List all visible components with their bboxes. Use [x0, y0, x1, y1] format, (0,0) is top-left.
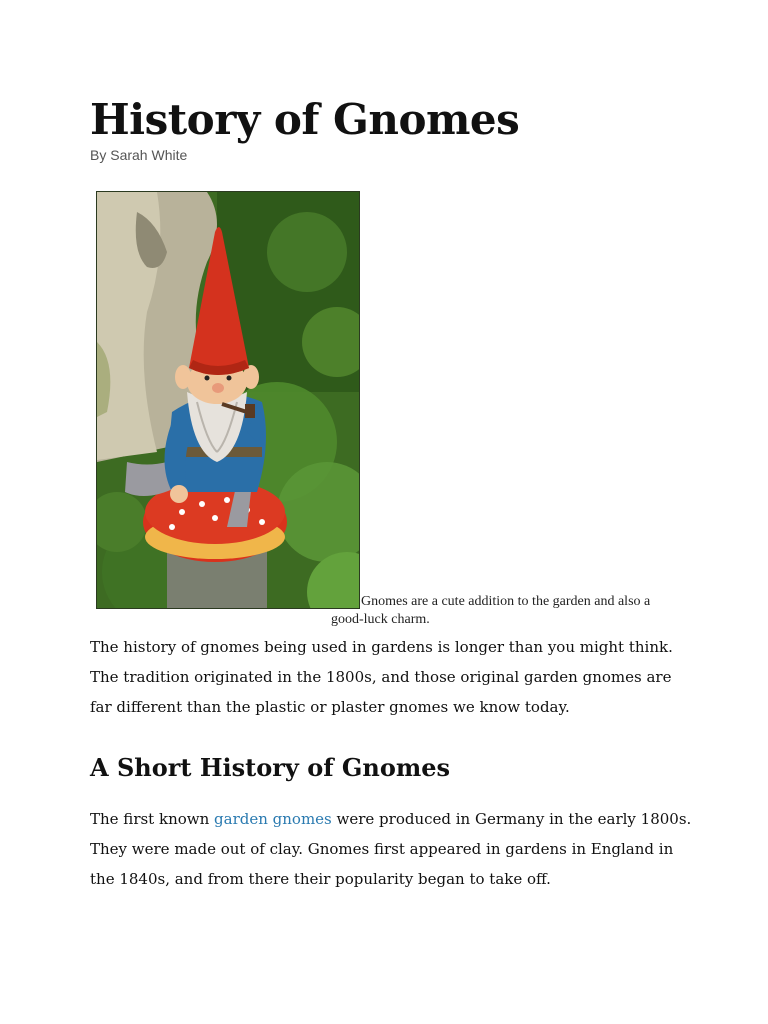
section-line: the 1840s, and from there their popularity began to take off.	[90, 870, 551, 888]
garden-gnomes-link[interactable]: garden gnomes	[214, 810, 332, 828]
intro-line: The history of gnomes being used in gardens is longer than you might think.	[90, 638, 673, 656]
photo-caption: Gnomes are a cute addition to the garden and also a	[361, 594, 651, 609]
page-title: History of Gnomes	[90, 95, 520, 144]
intro-line: The tradition originated in the 1800s, and those original garden gnomes are	[90, 668, 672, 686]
text-span: The first known	[90, 810, 215, 828]
section-heading: A Short History of Gnomes	[90, 753, 451, 782]
intro-line: far different than the plastic or plaster gnomes we know today.	[90, 698, 570, 716]
section-paragraph	[90, 804, 690, 894]
gnome-photo	[96, 191, 360, 609]
section-line	[90, 804, 690, 834]
section-line: They were made out of clay. Gnomes first appeared in gardens in England in	[90, 840, 674, 858]
text-span: were produced in Germany in the early 1800s.	[331, 810, 692, 828]
intro-paragraph	[90, 632, 690, 722]
author-byline: By Sarah White	[90, 147, 188, 163]
gnome-illustration	[97, 192, 359, 608]
photo-caption-continued: good-luck charm.	[331, 612, 430, 627]
